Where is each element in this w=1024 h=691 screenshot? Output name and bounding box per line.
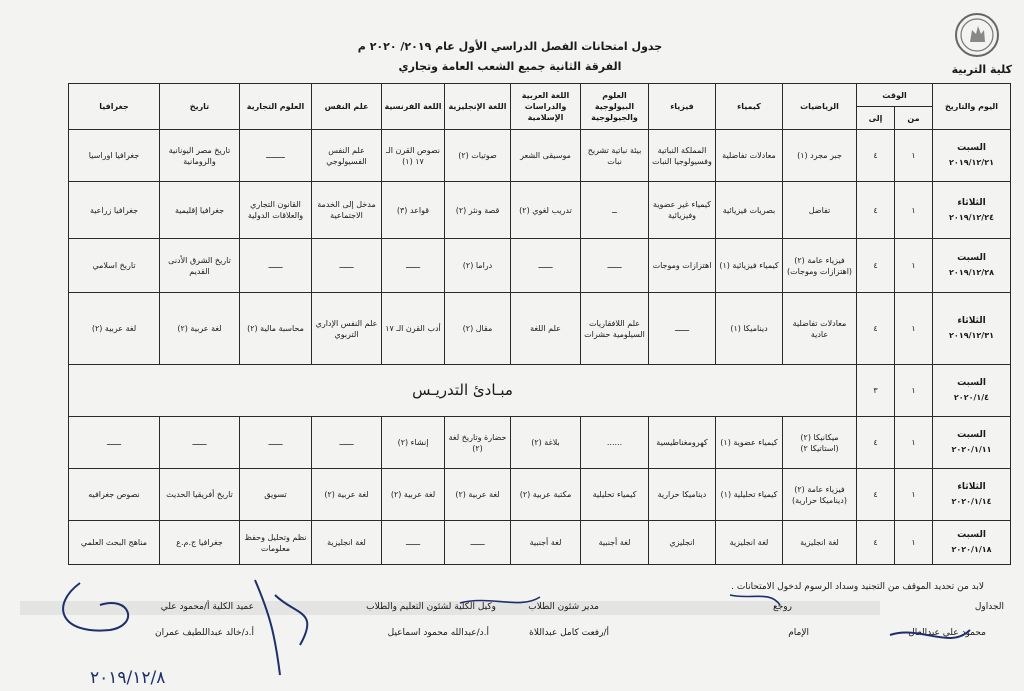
time-to-cell: ٤ — [857, 239, 895, 293]
subject-cell: علم اللافقاريات السيلومية حشرات — [581, 293, 649, 365]
date-label: ٢٠١٩/١٢/٢٤ — [949, 212, 994, 222]
exam-schedule-table — [68, 83, 1011, 565]
faculty-logo — [952, 12, 1002, 58]
day-label: السبت — [957, 378, 986, 388]
subject-cell: دراما (٢) — [445, 239, 511, 293]
subject-cell: لغة عربية (٢) — [69, 293, 160, 365]
subject-cell: ــــــ — [382, 239, 445, 293]
sig-name1: محمود علي عبدالعال — [908, 628, 986, 638]
handwritten-signatures — [20, 575, 980, 689]
subject-cell: لغة انجليزية — [312, 521, 382, 565]
table-row — [69, 521, 1011, 565]
subject-cell: ــــــ — [312, 417, 382, 469]
subject-cell: إنشاء (٢) — [382, 417, 445, 469]
subject-cell: تاريخ مصر اليونانية والرومانية — [160, 130, 240, 182]
subject-cell: ــــــ — [160, 417, 240, 469]
date-label: ٢٠٢٠/١/١١ — [951, 445, 992, 454]
subject-cell: محاسبة مالية (٢) — [240, 293, 312, 365]
subject-cell: تفاضل — [783, 182, 857, 239]
note: لابد من تحديد الموقف من التجنيد وسداد الرسوم لدخول الامتحانات . — [731, 582, 984, 592]
subject-cell: ــــــ — [649, 293, 716, 365]
subject-cell: حضارة وتاريخ لغة (٢) — [445, 417, 511, 469]
header-french: اللغة الفرنسية — [382, 84, 445, 130]
time-to-cell: ٤ — [857, 130, 895, 182]
subject-cell: انجليزي — [649, 521, 716, 565]
subject-cell: نصوص جغرافيه — [69, 469, 160, 521]
subject-cell: ــــــ — [240, 239, 312, 293]
sig-name2: الإمام — [788, 628, 809, 638]
header-chemistry: كيمياء — [716, 84, 783, 130]
date-label: ٢٠٢٠/١/١٤ — [951, 497, 992, 506]
header-to: إلى — [857, 107, 895, 130]
subject-cell: لغة عربية (٢) — [312, 469, 382, 521]
time-from-cell: ١ — [895, 182, 933, 239]
subject-cell: تسويق — [240, 469, 312, 521]
day-date-cell — [933, 417, 1011, 469]
time-to-cell: ٣ — [857, 365, 895, 417]
time-to-cell: ٤ — [857, 469, 895, 521]
sig-name4: أ.د/عبدالله محمود اسماعيل — [387, 628, 489, 638]
time-from-cell: ١ — [895, 130, 933, 182]
header-day-date: اليوم والتاريخ — [933, 84, 1011, 130]
sig-tables: الجداول — [974, 602, 1004, 612]
subject-cell: مدخل إلى الخدمة الاجتماعية — [312, 182, 382, 239]
day-label: السبت — [957, 430, 986, 440]
subject-cell: ــــــ — [382, 521, 445, 565]
date-label: ٢٠١٩/١٢/٣١ — [949, 331, 994, 340]
page-subtitle: الفرقة الثانية جميع الشعب العامة وتجاري — [398, 60, 622, 73]
subject-cell: علم النفس الإداري التربوي — [312, 293, 382, 365]
subject-cell: بيئة نباتية تشريح نبات — [581, 130, 649, 182]
subject-cell: لغة عربية (٢) — [160, 293, 240, 365]
date-label: ٢٠١٩/١٢/٢٨ — [949, 268, 994, 277]
subject-cell: لغة انجليزية — [716, 521, 783, 565]
time-to-cell: ٤ — [857, 417, 895, 469]
time-from-cell: ١ — [895, 365, 933, 417]
subject-cell: لغة أجنبية — [581, 521, 649, 565]
day-date-cell — [933, 239, 1011, 293]
subject-cell: ــــــ — [69, 417, 160, 469]
subject-cell: لغة عربية (٢) — [445, 469, 511, 521]
subject-cell: كهرومغناطيسية — [649, 417, 716, 469]
subject-cell: مقال (٢) — [445, 293, 511, 365]
sig-name5: أ.د/خالد عبداللطيف عمران — [155, 628, 254, 638]
subject-cell: صوتيات (٢) — [445, 130, 511, 182]
sig-students-director: مدير شئون الطلاب — [528, 602, 599, 612]
subject-cell: نصوص القرن الـ ١٧ (١) — [382, 130, 445, 182]
subject-cell: تاريخ الشرق الأدنى القديم — [160, 239, 240, 293]
day-date-cell — [933, 365, 1011, 417]
subject-cell: فيزياء عامة (٢) (اهتزازات وموجات) — [783, 239, 857, 293]
subject-cell: لغة انجليزية — [783, 521, 857, 565]
day-label: الثلاثاء — [957, 316, 986, 326]
subject-cell: جغرافيا إقليمية — [160, 182, 240, 239]
time-from-cell: ١ — [895, 521, 933, 565]
subject-cell: كيمياء غير عضوية وفيزيائية — [649, 182, 716, 239]
day-label: السبت — [957, 253, 986, 263]
time-to-cell: ٤ — [857, 182, 895, 239]
table-row — [69, 182, 1011, 239]
subject-cell: تاريخ أفريقيا الحديث — [160, 469, 240, 521]
header-from: من — [895, 107, 933, 130]
header-bio-geo: العلوم البيولوجية والجيولوجية — [581, 84, 649, 130]
subject-cell: قصة ونثر (٢) — [445, 182, 511, 239]
subject-cell: لغة عربية (٢) — [382, 469, 445, 521]
time-to-cell: ٤ — [857, 521, 895, 565]
header-geography: جغرافيا — [69, 84, 160, 130]
time-from-cell: ١ — [895, 293, 933, 365]
subject-cell: ديناميكا حرارية — [649, 469, 716, 521]
subject-cell: بلاغة (٢) — [511, 417, 581, 469]
sig-vice-dean: وكيل الكلية لشئون التعليم والطلاب — [366, 602, 496, 612]
subject-cell: معادلات تفاضلية — [716, 130, 783, 182]
date-label: ٢٠٢٠/١/٤ — [953, 393, 990, 402]
subject-cell: ديناميكا (١) — [716, 293, 783, 365]
time-to-cell: ٤ — [857, 293, 895, 365]
subject-cell: جغرافيا اوراسيا — [69, 130, 160, 182]
sig-dean: عميد الكلية أ/محمود علي — [160, 602, 254, 612]
subject-cell: كيمياء عضوية (١) — [716, 417, 783, 469]
subject-cell: ــــــــ — [240, 130, 312, 182]
subject-cell: ــــــ — [511, 239, 581, 293]
date-label: ٢٠٢٠/١/١٨ — [951, 545, 992, 554]
handwritten-date: ٢٠١٩/١٢/٨ — [90, 668, 166, 688]
day-date-cell — [933, 521, 1011, 565]
subject-cell: ــــــ — [581, 239, 649, 293]
day-date-cell — [933, 182, 1011, 239]
subject-cell: فيزياء عامة (٢) (ديناميكا حرارية) — [783, 469, 857, 521]
subject-cell: نظم وتحليل وحفظ معلومات — [240, 521, 312, 565]
subject-cell: كيمياء فيزيائية (١) — [716, 239, 783, 293]
table-row — [69, 417, 1011, 469]
subject-cell: تاريخ اسلامي — [69, 239, 160, 293]
header-math: الرياضيات — [783, 84, 857, 130]
header-psychology: علم النفس — [312, 84, 382, 130]
sig-name3: أ/رفعت كامل عبداللاة — [529, 628, 609, 638]
faculty-name: كلية التربية — [951, 63, 1012, 76]
table-row — [69, 130, 1011, 182]
header-history: تاريخ — [160, 84, 240, 130]
time-from-cell: ١ — [895, 469, 933, 521]
day-label: السبت — [957, 530, 986, 540]
time-from-cell: ١ — [895, 239, 933, 293]
date-label: ٢٠١٩/١٢/٢١ — [949, 158, 994, 167]
subject-cell: ــــــ — [240, 417, 312, 469]
subject-cell: جبر مجرد (١) — [783, 130, 857, 182]
subject-cell: مناهج البحث العلمي — [69, 521, 160, 565]
day-label: السبت — [957, 143, 986, 153]
day-date-cell — [933, 130, 1011, 182]
subject-cell: جغرافيا زراعية — [69, 182, 160, 239]
time-from-cell: ١ — [895, 417, 933, 469]
subject-cell: معادلات تفاضلية عادية — [783, 293, 857, 365]
subject-cell: مكتبة عربية (٢) — [511, 469, 581, 521]
table-row — [69, 365, 1011, 417]
subject-cell: ــــــ — [445, 521, 511, 565]
subject-cell: ــــــ — [312, 239, 382, 293]
subject-cell: ...... — [581, 417, 649, 469]
header-time: الوقت — [857, 84, 933, 107]
subject-cell: كيمياء تحليلية — [581, 469, 649, 521]
table-row — [69, 469, 1011, 521]
header-commerce: العلوم التجارية — [240, 84, 312, 130]
page-title: جدول امتحانات الفصل الدراسي الأول عام ٢٠١٩/ ٢٠٢٠ م — [357, 40, 663, 53]
subject-cell: بصريات فيزيائية — [716, 182, 783, 239]
sig-reviewed: روجع — [772, 602, 792, 612]
subject-cell: موسيقى الشعر — [511, 130, 581, 182]
header-arabic-islamic: اللغة العربية والدراسات الإسلامية — [511, 84, 581, 130]
subject-cell: علم النفس الفسيولوجي — [312, 130, 382, 182]
subject-cell: القانون التجاري والعلاقات الدولية — [240, 182, 312, 239]
day-label: الثلاثاء — [957, 482, 986, 492]
subject-cell: أدب القرن الـ ١٧ — [382, 293, 445, 365]
day-date-cell — [933, 293, 1011, 365]
teaching-principles-cell: مبـادئ التدريـس — [69, 365, 857, 417]
subject-cell: علم اللغة — [511, 293, 581, 365]
subject-cell: لغة أجنبية — [511, 521, 581, 565]
subject-cell: ــ — [581, 182, 649, 239]
subject-cell: تدريب لغوي (٢) — [511, 182, 581, 239]
day-date-cell — [933, 469, 1011, 521]
subject-cell: قواعد (٣) — [382, 182, 445, 239]
header-physics: فيزياء — [649, 84, 716, 130]
table-row — [69, 293, 1011, 365]
subject-cell: المملكة النباتية وفسيولوجيا النبات — [649, 130, 716, 182]
day-label: الثلاثاء — [957, 197, 986, 208]
subject-cell: كيمياء تحليلية (١) — [716, 469, 783, 521]
subject-cell: اهتزازات وموجات — [649, 239, 716, 293]
header-english: اللغة الإنجليزية — [445, 84, 511, 130]
subject-cell: ميكانيكا (٢) (استاتيكا ٢) — [783, 417, 857, 469]
table-row — [69, 239, 1011, 293]
subject-cell: جغرافيا ج.م.ع — [160, 521, 240, 565]
